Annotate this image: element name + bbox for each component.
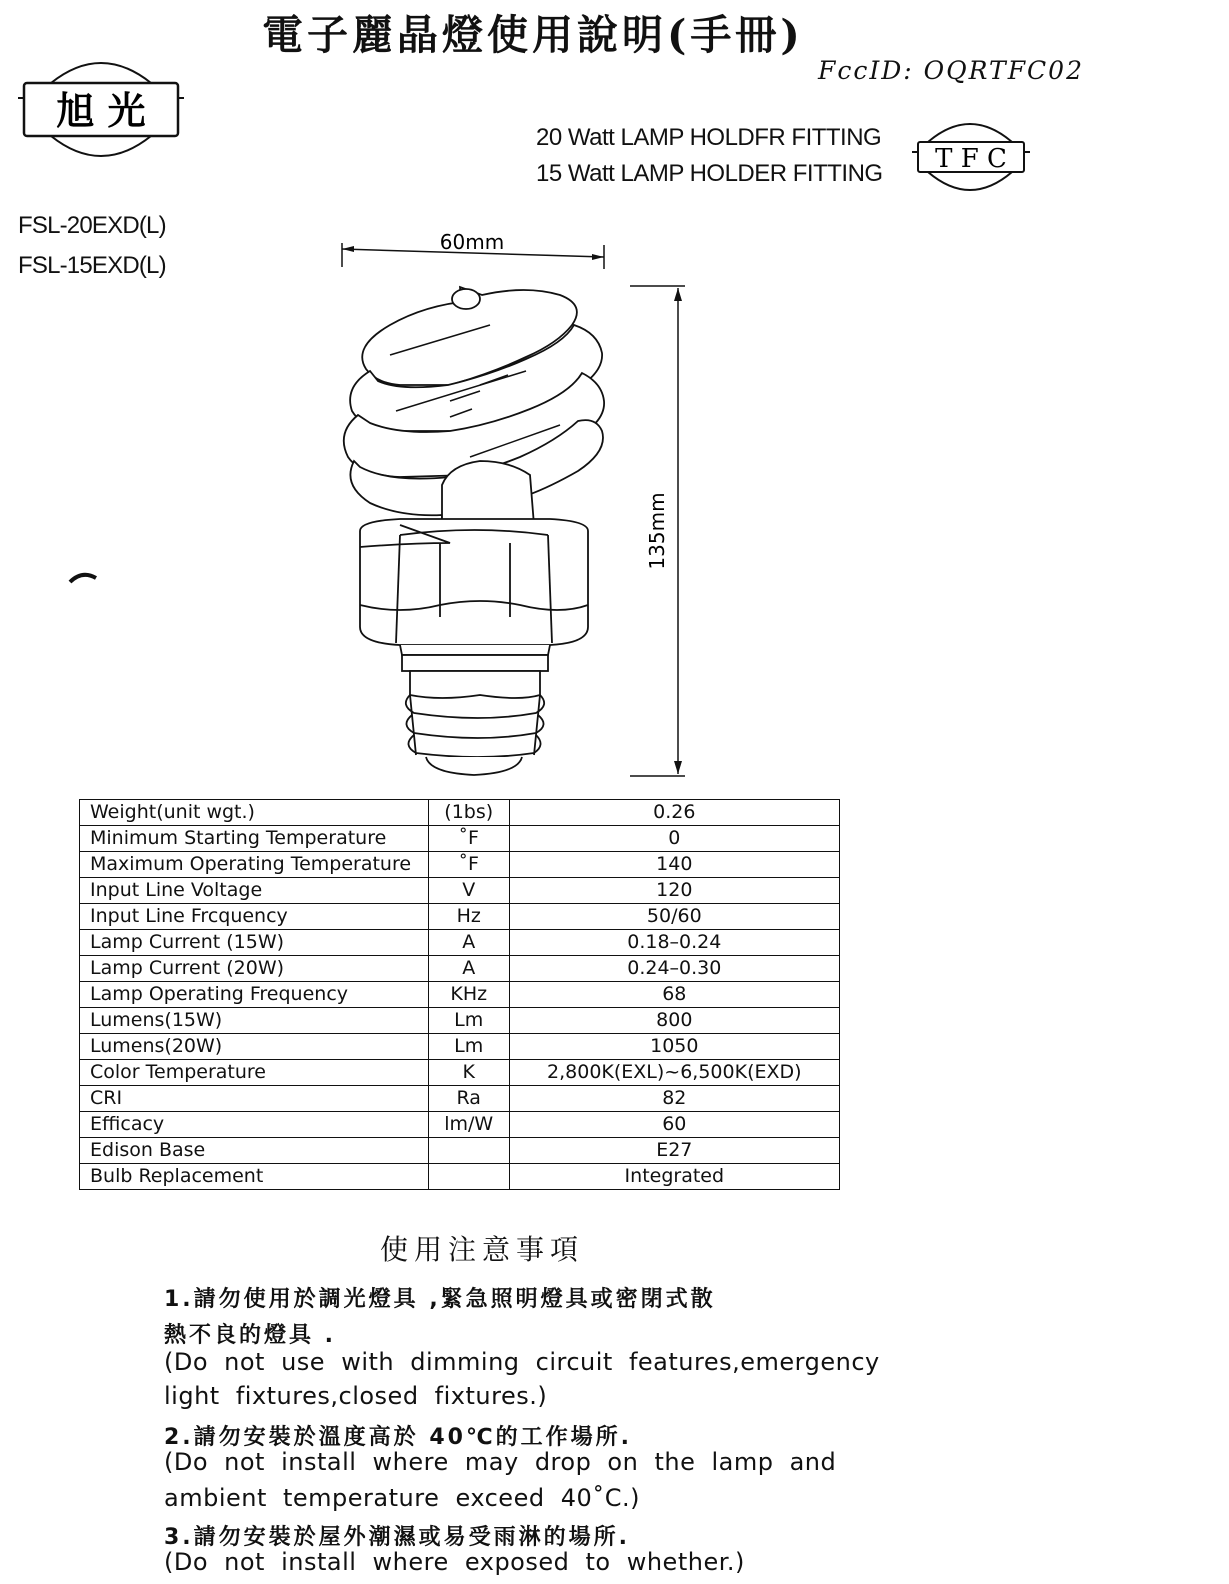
spec-label: Lumens(20W) [80,1034,429,1060]
spec-label: Input Line Frcquency [80,904,429,930]
spec-value: 0.18–0.24 [509,930,839,956]
table-row [80,1086,840,1112]
table-row [80,1008,840,1034]
spec-label: Lumens(15W) [80,1008,429,1034]
note-line: (Do not install where may drop on the lamp and [164,1448,837,1476]
model-20w: FSL-20EXD(L) [18,212,166,239]
table-row [80,878,840,904]
table-row [80,1138,840,1164]
spec-unit: Hz [428,904,509,930]
height-label: 135mm [645,492,669,570]
note-line: 熱不良的燈具 . [164,1323,337,1348]
spec-label: Maximum Operating Temperature [80,852,429,878]
table-row [80,1164,840,1190]
spec-unit: Lm [428,1008,509,1034]
spec-unit: (1bs) [428,800,509,826]
spec-value: Integrated [509,1164,839,1190]
table-row [80,1060,840,1086]
spec-value: 0.26 [509,800,839,826]
fitting-15w: 15 Watt LAMP HOLDER FITTING [536,160,883,187]
spec-value: 1050 [509,1034,839,1060]
edison-base [400,645,550,775]
spec-value: E27 [509,1138,839,1164]
table-row [80,982,840,1008]
note-line: ambient temperature exceed 40˚C.) [164,1484,640,1512]
lamp-drawing [330,225,710,785]
table-row [80,956,840,982]
spec-unit [428,1138,509,1164]
spec-value: 60 [509,1112,839,1138]
spiral-tube [344,287,604,525]
note-line: 3.請勿安裝於屋外潮濕或易受雨淋的場所. [164,1525,631,1550]
table-row [80,904,840,930]
table-row [80,800,840,826]
spec-label: Bulb Replacement [80,1164,429,1190]
spec-unit: lm/W [428,1112,509,1138]
spec-value: 68 [509,982,839,1008]
width-dimension [342,230,604,269]
note-line: (Do not use with dimming circuit features,emergency [164,1348,880,1376]
spec-label: Edison Base [80,1138,429,1164]
brand-logo-left-text: 旭 光 [56,88,146,133]
spec-label: Efficacy [80,1112,429,1138]
spec-unit [428,1164,509,1190]
fitting-20w: 20 Watt LAMP HOLDFR FITTING [536,124,882,151]
table-row [80,852,840,878]
fcc-id-handwritten: FccID: OQRTFC02 [818,56,1084,85]
table-row [80,1112,840,1138]
ballast-housing [360,519,588,645]
spec-label: Lamp Current (15W) [80,930,429,956]
spec-value: 800 [509,1008,839,1034]
spec-unit: Lm [428,1034,509,1060]
note-line: light fixtures,closed fixtures.) [164,1382,548,1410]
spec-unit: V [428,878,509,904]
spec-value: 0 [509,826,839,852]
spec-unit: K [428,1060,509,1086]
model-15w: FSL-15EXD(L) [18,252,166,279]
table-row [80,826,840,852]
spec-label: Minimum Starting Temperature [80,826,429,852]
height-dimension [630,286,685,776]
spec-label: CRI [80,1086,429,1112]
spec-value: 140 [509,852,839,878]
spec-value: 120 [509,878,839,904]
spec-unit: ˚F [428,826,509,852]
table-row [80,930,840,956]
brand-logo-right [910,112,1035,202]
spec-table [79,799,840,1190]
note-line: 1.請勿使用於調光燈具 ,緊急照明燈具或密閉式散 [164,1287,716,1312]
spec-label: Lamp Operating Frequency [80,982,429,1008]
spec-unit: Ra [428,1086,509,1112]
notes-heading: 使用注意事項 [380,1233,585,1266]
spec-label: Lamp Current (20W) [80,956,429,982]
spec-unit: KHz [428,982,509,1008]
spec-value: 82 [509,1086,839,1112]
width-label: 60mm [439,230,505,254]
spec-value: 50/60 [509,904,839,930]
page-title: 電子麗晶燈使用說明(手冊) [262,11,804,59]
spec-value: 0.24–0.30 [509,956,839,982]
spec-unit: ˚F [428,852,509,878]
spec-unit: A [428,930,509,956]
note-line: (Do not install where exposed to whether.) [164,1548,745,1576]
spec-label: Weight(unit wgt.) [80,800,429,826]
scan-mark [66,568,106,588]
brand-logo-left [16,48,186,173]
table-row [80,1034,840,1060]
spec-value: 2,800K(EXL)~6,500K(EXD) [509,1060,839,1086]
note-line: 2.請勿安裝於溫度高於 40℃的工作場所. [164,1425,632,1450]
spec-label: Color Temperature [80,1060,429,1086]
brand-logo-right-text: T F C [935,144,1007,174]
spec-unit: A [428,956,509,982]
spec-label: Input Line Voltage [80,878,429,904]
